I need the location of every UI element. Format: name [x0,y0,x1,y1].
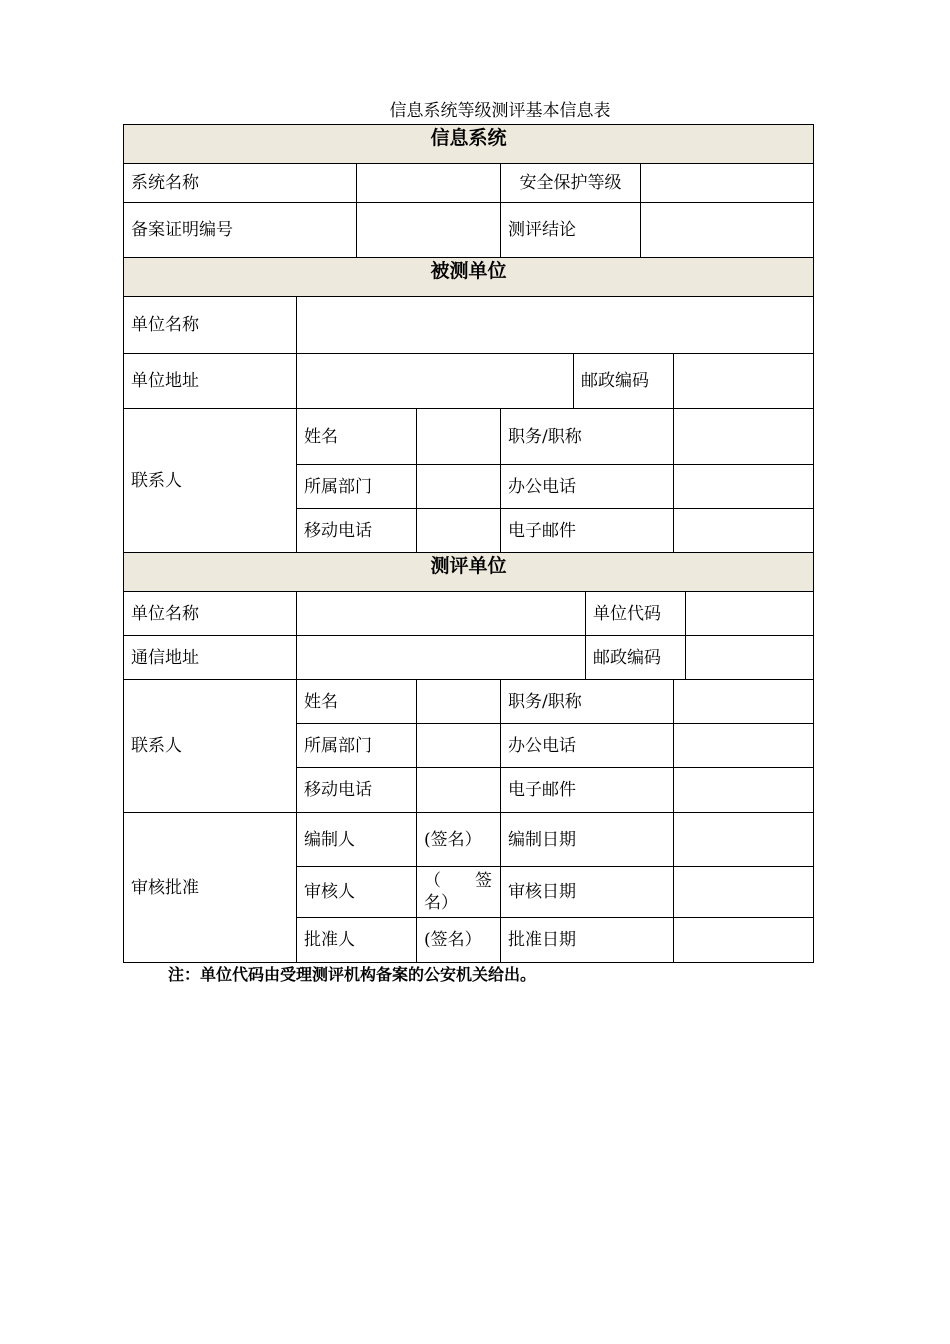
eval-unit-code-label: 单位代码 [586,592,686,636]
approval-label: 审核批准 [124,813,297,963]
eval-contact-mobile-field[interactable] [417,768,501,813]
eval-unit-code-field[interactable] [686,592,814,636]
tested-unit-address-label: 单位地址 [124,354,297,409]
section-header-system: 信息系统 [124,125,814,164]
eval-unit-postcode-field[interactable] [686,636,814,680]
section-header-eval-unit: 测评单位 [124,553,814,592]
tested-unit-postcode-field[interactable] [674,354,814,409]
eval-unit-postcode-label: 邮政编码 [586,636,686,680]
section-header-tested-unit: 被测单位 [124,258,814,297]
reviewer-sign-char: 签 [475,871,492,891]
approve-date-label: 批准日期 [501,918,674,963]
approver-label: 批准人 [297,918,417,963]
tested-contact-title-field[interactable] [674,409,814,465]
tested-contact-label: 联系人 [124,409,297,553]
eval-contact-dept-field[interactable] [417,724,501,768]
footnote: 注：单位代码由受理测评机构备案的公安机关给出。 [168,965,537,984]
tested-contact-name-field[interactable] [417,409,501,465]
system-name-field[interactable] [357,164,501,203]
reviewer-label: 审核人 [297,867,417,918]
eval-contact-mobile-label: 移动电话 [297,768,417,813]
tested-contact-mobile-label: 移动电话 [297,509,417,553]
tested-unit-name-field[interactable] [297,297,814,354]
system-name-label: 系统名称 [124,164,357,203]
eval-unit-name-label: 单位名称 [124,592,297,636]
security-level-label: 安全保护等级 [501,164,641,203]
security-level-field[interactable] [641,164,814,203]
reviewer-sign-open: （ [424,871,441,891]
filing-cert-label: 备案证明编号 [124,203,357,258]
reviewer-sign-close: 名） [424,893,458,913]
eval-unit-address-field[interactable] [297,636,586,680]
eval-contact-email-label: 电子邮件 [501,768,674,813]
eval-contact-label: 联系人 [124,680,297,813]
tested-contact-title-label: 职务/职称 [501,409,674,465]
review-date-label: 审核日期 [501,867,674,918]
filing-cert-field[interactable] [357,203,501,258]
eval-conclusion-field[interactable] [641,203,814,258]
eval-contact-office-phone-label: 办公电话 [501,724,674,768]
tested-contact-name-label: 姓名 [297,409,417,465]
tested-contact-office-phone-field[interactable] [674,465,814,509]
compiler-signature[interactable]: (签名） [417,813,501,867]
eval-conclusion-label: 测评结论 [501,203,641,258]
eval-unit-name-field[interactable] [297,592,586,636]
review-date-field[interactable] [674,867,814,918]
tested-contact-email-label: 电子邮件 [501,509,674,553]
compile-date-field[interactable] [674,813,814,867]
compiler-label: 编制人 [297,813,417,867]
tested-unit-address-field[interactable] [297,354,574,409]
tested-unit-postcode-label: 邮政编码 [574,354,674,409]
eval-contact-dept-label: 所属部门 [297,724,417,768]
approve-date-field[interactable] [674,918,814,963]
eval-contact-title-label: 职务/职称 [501,680,674,724]
compile-date-label: 编制日期 [501,813,674,867]
reviewer-signature[interactable] [417,867,501,918]
tested-contact-email-field[interactable] [674,509,814,553]
tested-contact-dept-label: 所属部门 [297,465,417,509]
tested-contact-dept-field[interactable] [417,465,501,509]
tested-unit-name-label: 单位名称 [124,297,297,354]
eval-contact-office-phone-field[interactable] [674,724,814,768]
eval-unit-address-label: 通信地址 [124,636,297,680]
tested-contact-mobile-field[interactable] [417,509,501,553]
eval-contact-title-field[interactable] [674,680,814,724]
eval-contact-email-field[interactable] [674,768,814,813]
eval-contact-name-field[interactable] [417,680,501,724]
document-title: 信息系统等级测评基本信息表 [389,101,611,121]
eval-contact-name-label: 姓名 [297,680,417,724]
info-form-table [123,124,814,963]
approver-signature[interactable]: (签名） [417,918,501,963]
tested-contact-office-phone-label: 办公电话 [501,465,674,509]
